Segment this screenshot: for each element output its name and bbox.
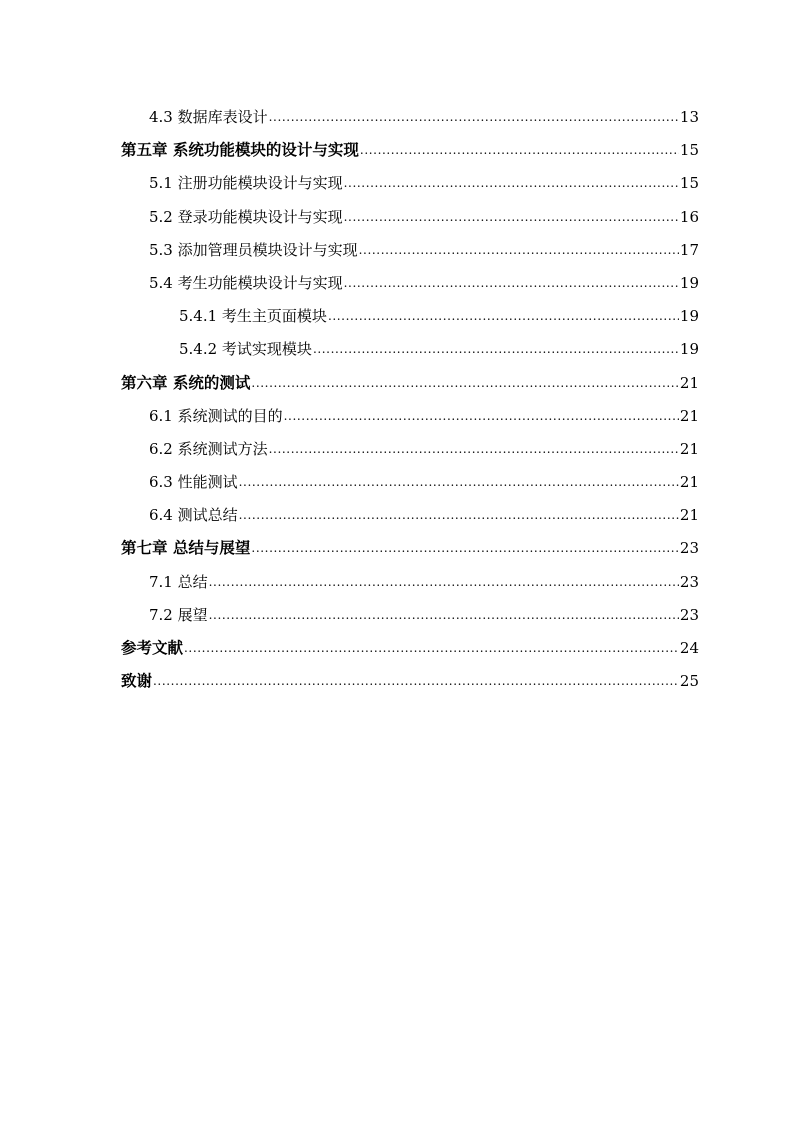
toc-page-number: 16 xyxy=(679,207,699,226)
toc-page-number: 23 xyxy=(679,572,699,591)
toc-entry-label: 5.2 登录功能模块设计与实现 xyxy=(149,207,343,226)
toc-page-number: 21 xyxy=(679,406,699,425)
toc-dot-leader xyxy=(239,466,679,499)
toc-dot-leader xyxy=(184,632,679,665)
toc-entry-5-1[interactable] xyxy=(121,167,699,200)
toc-dot-leader xyxy=(251,532,679,565)
toc-entry-7-2[interactable] xyxy=(121,599,699,632)
toc-entry-label: 5.4.2 考试实现模块 xyxy=(179,340,312,359)
toc-entry-references[interactable] xyxy=(121,632,699,665)
toc-dot-leader xyxy=(359,234,679,267)
toc-entry-6-1[interactable] xyxy=(121,400,699,433)
toc-dot-leader xyxy=(344,167,679,200)
toc-page-number: 24 xyxy=(679,639,699,657)
toc-entry-6-4[interactable] xyxy=(121,499,699,532)
toc-dot-leader xyxy=(209,566,679,599)
toc-entry-label: 5.4.1 考生主页面模块 xyxy=(179,307,327,326)
toc-dot-leader xyxy=(153,665,679,698)
toc-entry-6-3[interactable] xyxy=(121,466,699,499)
toc-entry-7-1[interactable] xyxy=(121,566,699,599)
toc-page-number: 17 xyxy=(679,240,699,259)
toc-entry-5-4[interactable] xyxy=(121,267,699,300)
toc-entry-label: 5.4 考生功能模块设计与实现 xyxy=(149,273,343,292)
toc-entry-label: 第五章 系统功能模块的设计与实现 xyxy=(121,141,359,160)
toc-page-number: 15 xyxy=(679,141,699,160)
toc-dot-leader xyxy=(251,367,679,400)
toc-entry-6-2[interactable] xyxy=(121,433,699,466)
toc-entry-chapter-7[interactable] xyxy=(121,532,699,565)
toc-page-number: 19 xyxy=(679,273,699,292)
toc-page-number: 25 xyxy=(679,672,699,691)
toc-page-number: 23 xyxy=(679,605,699,624)
toc-entry-label: 7.2 展望 xyxy=(149,605,208,624)
toc-page-number: 21 xyxy=(679,439,699,458)
toc-entry-label: 6.3 性能测试 xyxy=(149,473,238,492)
toc-entry-label: 第七章 总结与展望 xyxy=(121,539,251,558)
toc-entry-label: 6.2 系统测试方法 xyxy=(149,439,268,458)
toc-page-number: 19 xyxy=(679,340,699,359)
toc-dot-leader xyxy=(269,433,679,466)
toc-page-number: 23 xyxy=(679,539,699,558)
toc-entry-5-4-2[interactable] xyxy=(121,333,699,366)
toc-page-number: 21 xyxy=(679,373,699,392)
toc-entry-label: 参考文献 xyxy=(121,639,184,657)
table-of-contents xyxy=(121,101,699,698)
toc-dot-leader xyxy=(269,101,679,134)
toc-entry-label: 7.1 总结 xyxy=(149,572,208,591)
toc-entry-label: 4.3 数据库表设计 xyxy=(149,108,268,126)
toc-entry-5-3[interactable] xyxy=(121,234,699,267)
toc-entry-label: 5.1 注册功能模块设计与实现 xyxy=(149,174,343,193)
toc-entry-chapter-5[interactable] xyxy=(121,134,699,167)
toc-dot-leader xyxy=(209,599,679,632)
toc-dot-leader xyxy=(344,201,679,234)
toc-dot-leader xyxy=(313,333,679,366)
toc-dot-leader xyxy=(344,267,679,300)
toc-page-number: 13 xyxy=(679,108,699,126)
toc-page-number: 19 xyxy=(679,307,699,326)
toc-entry-label: 6.1 系统测试的目的 xyxy=(149,406,283,425)
toc-entry-5-4-1[interactable] xyxy=(121,300,699,333)
toc-dot-leader xyxy=(284,400,679,433)
toc-dot-leader xyxy=(328,300,679,333)
toc-entry-5-2[interactable] xyxy=(121,201,699,234)
toc-entry-chapter-6[interactable] xyxy=(121,367,699,400)
toc-page-number: 21 xyxy=(679,506,699,525)
toc-dot-leader xyxy=(360,134,679,167)
toc-dot-leader xyxy=(239,499,679,532)
toc-entry-label: 第六章 系统的测试 xyxy=(121,373,251,392)
toc-page-number: 15 xyxy=(679,174,699,193)
toc-entry-label: 6.4 测试总结 xyxy=(149,506,238,525)
toc-entry-4-3[interactable] xyxy=(121,101,699,134)
toc-entry-acknowledgements[interactable] xyxy=(121,665,699,698)
toc-entry-label: 致谢 xyxy=(121,672,153,691)
toc-page-number: 21 xyxy=(679,473,699,492)
toc-entry-label: 5.3 添加管理员模块设计与实现 xyxy=(149,240,358,259)
